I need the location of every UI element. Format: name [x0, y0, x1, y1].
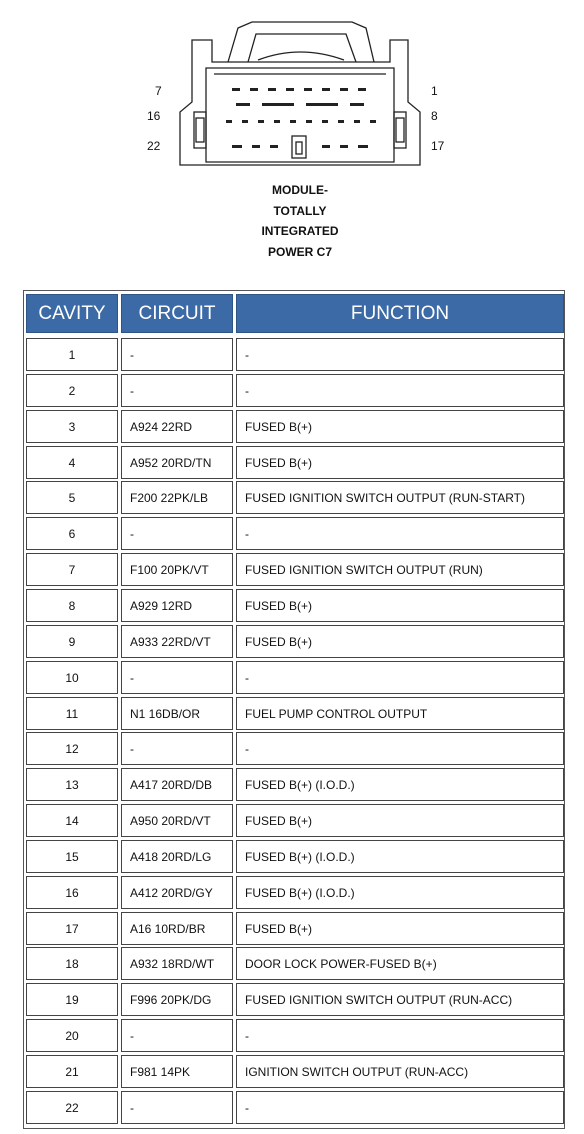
- cavity-cell: 18: [26, 947, 118, 980]
- pin-label-8: 8: [431, 109, 438, 123]
- cavity-cell: 9: [26, 625, 118, 658]
- cavity-cell: 16: [26, 876, 118, 909]
- cavity-cell: 17: [26, 912, 118, 945]
- connector-caption: [200, 180, 400, 262]
- function-cell: FUSED IGNITION SWITCH OUTPUT (RUN): [236, 553, 564, 586]
- pin-label-17: 17: [431, 139, 445, 153]
- circuit-cell: F200 22PK/LB: [121, 481, 233, 514]
- function-cell: FUSED B(+) (I.O.D.): [236, 768, 564, 801]
- function-cell: FUSED B(+): [236, 589, 564, 622]
- circuit-cell: N1 16DB/OR: [121, 697, 233, 730]
- function-cell: FUSED B(+): [236, 446, 564, 479]
- circuit-cell: -: [121, 517, 233, 550]
- circuit-cell: A929 12RD: [121, 589, 233, 622]
- circuit-cell: A932 18RD/WT: [121, 947, 233, 980]
- circuit-cell: A412 20RD/GY: [121, 876, 233, 909]
- caption-line: MODULE-: [272, 183, 328, 197]
- cavity-cell: 14: [26, 804, 118, 837]
- function-cell: -: [236, 732, 564, 765]
- cavity-cell: 7: [26, 553, 118, 586]
- caption-line: INTEGRATED: [261, 224, 339, 238]
- cavity-cell: 1: [26, 338, 118, 371]
- circuit-cell: -: [121, 374, 233, 407]
- circuit-cell: A417 20RD/DB: [121, 768, 233, 801]
- function-cell: FUSED B(+) (I.O.D.): [236, 840, 564, 873]
- cavity-cell: 19: [26, 983, 118, 1016]
- function-cell: FUSED B(+) (I.O.D.): [236, 876, 564, 909]
- cavity-cell: 2: [26, 374, 118, 407]
- circuit-cell: -: [121, 661, 233, 694]
- function-cell: IGNITION SWITCH OUTPUT (RUN-ACC): [236, 1055, 564, 1088]
- function-cell: -: [236, 517, 564, 550]
- pin-label-7: 7: [155, 84, 162, 98]
- function-cell: FUSED B(+): [236, 804, 564, 837]
- connector-diagram: [0, 0, 584, 180]
- cavity-cell: 22: [26, 1091, 118, 1124]
- header-function: FUNCTION: [236, 294, 564, 333]
- cavity-cell: 10: [26, 661, 118, 694]
- cavity-cell: 15: [26, 840, 118, 873]
- cavity-cell: 5: [26, 481, 118, 514]
- pin-label-1: 1: [431, 84, 438, 98]
- circuit-cell: A418 20RD/LG: [121, 840, 233, 873]
- connector-drawing: [0, 0, 584, 180]
- cavity-cell: 13: [26, 768, 118, 801]
- function-cell: FUEL PUMP CONTROL OUTPUT: [236, 697, 564, 730]
- circuit-cell: F996 20PK/DG: [121, 983, 233, 1016]
- header-cavity: CAVITY: [26, 294, 118, 333]
- cavity-cell: 12: [26, 732, 118, 765]
- function-cell: -: [236, 338, 564, 371]
- function-cell: FUSED IGNITION SWITCH OUTPUT (RUN-ACC): [236, 983, 564, 1016]
- circuit-cell: -: [121, 1091, 233, 1124]
- circuit-cell: A16 10RD/BR: [121, 912, 233, 945]
- function-cell: DOOR LOCK POWER-FUSED B(+): [236, 947, 564, 980]
- cavity-cell: 3: [26, 410, 118, 443]
- function-cell: -: [236, 1019, 564, 1052]
- pin-label-16: 16: [147, 109, 161, 123]
- circuit-cell: A924 22RD: [121, 410, 233, 443]
- function-cell: -: [236, 1091, 564, 1124]
- circuit-cell: A952 20RD/TN: [121, 446, 233, 479]
- caption-line: POWER C7: [267, 244, 332, 259]
- circuit-cell: F100 20PK/VT: [121, 553, 233, 586]
- cavity-cell: 11: [26, 697, 118, 730]
- pin-label-22: 22: [147, 139, 161, 153]
- circuit-cell: -: [121, 1019, 233, 1052]
- function-cell: FUSED B(+): [236, 410, 564, 443]
- function-cell: FUSED B(+): [236, 625, 564, 658]
- circuit-cell: A933 22RD/VT: [121, 625, 233, 658]
- function-cell: FUSED B(+): [236, 912, 564, 945]
- header-circuit: CIRCUIT: [121, 294, 233, 333]
- circuit-cell: -: [121, 732, 233, 765]
- circuit-cell: F981 14PK: [121, 1055, 233, 1088]
- function-cell: FUSED IGNITION SWITCH OUTPUT (RUN-START): [236, 481, 564, 514]
- function-cell: -: [236, 661, 564, 694]
- cavity-cell: 20: [26, 1019, 118, 1052]
- circuit-cell: -: [121, 338, 233, 371]
- caption-line: TOTALLY: [273, 203, 327, 218]
- cavity-cell: 21: [26, 1055, 118, 1088]
- cavity-cell: 8: [26, 589, 118, 622]
- circuit-cell: A950 20RD/VT: [121, 804, 233, 837]
- cavity-cell: 4: [26, 446, 118, 479]
- pinout-table: [23, 290, 565, 1129]
- cavity-cell: 6: [26, 517, 118, 550]
- function-cell: -: [236, 374, 564, 407]
